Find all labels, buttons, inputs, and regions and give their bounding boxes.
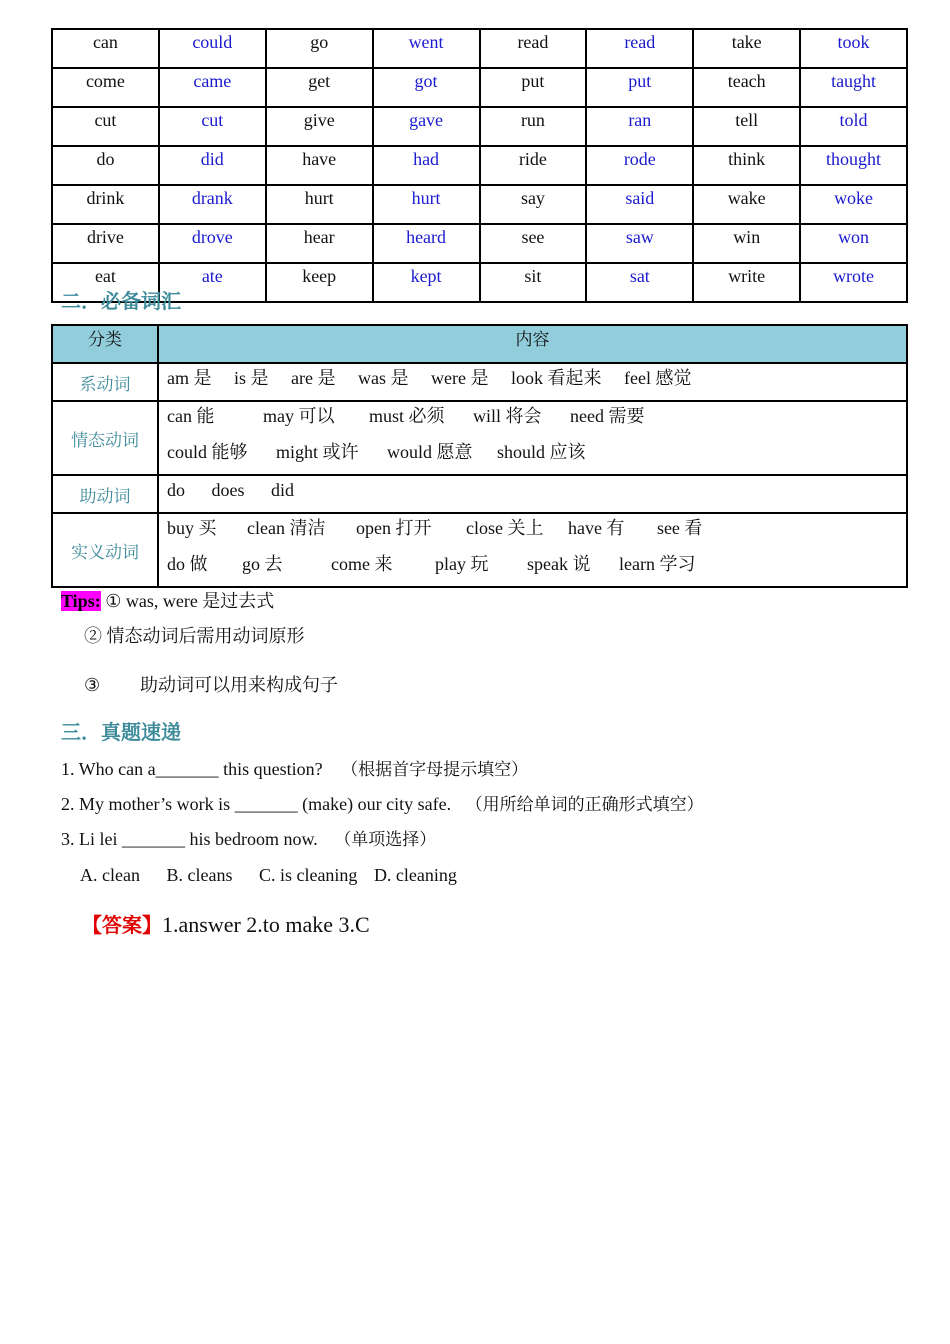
verb-past-form: came: [159, 68, 266, 107]
verb-base-form: read: [480, 29, 587, 68]
tip-3-text: 助动词可以用来构成句子: [140, 675, 338, 695]
verb-base-form: come: [52, 68, 159, 107]
verb-base-form: eat: [52, 263, 159, 302]
verb-row: [52, 146, 907, 185]
verb-base-form: keep: [266, 263, 373, 302]
verb-base-form: write: [693, 263, 800, 302]
option-d: D. cleaning: [373, 865, 457, 885]
verb-base-form: can: [52, 29, 159, 68]
vocab-row-modal: [52, 401, 907, 475]
verb-base-form: say: [480, 185, 587, 224]
option-a: A. clean: [80, 865, 140, 885]
tip-3-marker: ③: [84, 675, 101, 695]
vocab-line: [167, 550, 906, 586]
verb-base-form: go: [266, 29, 373, 68]
vocab-word: was 是: [358, 368, 409, 388]
option-c: C. is cleaning: [258, 865, 358, 885]
verb-base-form: tell: [693, 107, 800, 146]
vocab-word: need 需要: [570, 406, 645, 426]
verb-past-form: cut: [159, 107, 266, 146]
vocab-word: would 愿意: [387, 442, 473, 462]
verb-base-form: win: [693, 224, 800, 263]
verb-past-form: ran: [586, 107, 693, 146]
verb-base-form: sit: [480, 263, 587, 302]
verb-base-form: give: [266, 107, 373, 146]
items-linking-verbs: [158, 363, 907, 401]
items-modal-verbs: [158, 401, 907, 475]
verb-past-form: did: [159, 146, 266, 185]
verb-past-form: gave: [373, 107, 480, 146]
verb-past-form: thought: [800, 146, 907, 185]
vocab-line: [167, 402, 906, 438]
category-linking-verbs: 系动词: [52, 363, 158, 401]
vocab-word: must 必须: [368, 406, 445, 426]
verb-past-form: ate: [159, 263, 266, 302]
verb-base-form: wake: [693, 185, 800, 224]
verb-base-form: get: [266, 68, 373, 107]
verb-row: [52, 29, 907, 68]
verb-past-form: hurt: [373, 185, 480, 224]
category-auxiliary-verbs: 助动词: [52, 475, 158, 513]
vocab-word: does: [211, 480, 245, 500]
vocab-word: were 是: [431, 368, 489, 388]
vocab-word: buy 买: [167, 518, 217, 538]
vocabulary-table: [51, 324, 908, 588]
vocab-word: may 可以: [262, 406, 335, 426]
vocab-line: [167, 476, 906, 512]
vocab-line: [167, 514, 906, 550]
verb-past-form: took: [800, 29, 907, 68]
verb-past-form: heard: [373, 224, 480, 263]
items-auxiliary-verbs: [158, 475, 907, 513]
verb-row: [52, 224, 907, 263]
irregular-verbs-table: [51, 28, 908, 303]
question-text: 1. Who can a_______ this question?: [61, 759, 323, 779]
verb-base-form: drive: [52, 224, 159, 263]
tip-2: ② 情态动词后需用动词原形: [84, 626, 305, 646]
verb-past-form: rode: [586, 146, 693, 185]
verb-past-form: drank: [159, 185, 266, 224]
verb-base-form: ride: [480, 146, 587, 185]
verb-past-form: put: [586, 68, 693, 107]
vocab-row-linking: [52, 363, 907, 401]
verb-base-form: see: [480, 224, 587, 263]
verb-base-form: cut: [52, 107, 159, 146]
tips-label: Tips:: [61, 591, 101, 611]
verb-row: [52, 68, 907, 107]
vocab-word: go 去: [242, 554, 283, 574]
category-modal-verbs: 情态动词: [52, 401, 158, 475]
verb-past-form: kept: [373, 263, 480, 302]
question-3: [61, 826, 436, 853]
vocab-word: clean 清洁: [247, 518, 326, 538]
question-1: [61, 756, 528, 783]
question-2: [61, 791, 704, 818]
verb-base-form: have: [266, 146, 373, 185]
vocab-word: am 是: [167, 368, 212, 388]
vocab-word: play 玩: [434, 554, 489, 574]
verb-base-form: teach: [693, 68, 800, 107]
vocab-row-auxiliary: [52, 475, 907, 513]
vocab-word: feel 感觉: [624, 368, 692, 388]
question-instruction: （单项选择）: [334, 830, 437, 850]
vocab-word: see 看: [656, 518, 703, 538]
vocab-word: have 有: [567, 518, 625, 538]
vocab-word: do 做: [167, 554, 208, 574]
verb-past-form: could: [159, 29, 266, 68]
verb-past-form: saw: [586, 224, 693, 263]
items-lexical-verbs: [158, 513, 907, 587]
question-instruction: （根据首字母提示填空）: [341, 760, 529, 780]
answer-label: 【答案】: [82, 913, 162, 937]
answer-text: 1.answer 2.to make 3.C: [162, 912, 370, 937]
verb-past-form: read: [586, 29, 693, 68]
vocab-word: close 关上: [465, 518, 544, 538]
vocab-line: [167, 364, 906, 400]
question-3-options: [80, 862, 457, 888]
vocab-word: did: [271, 480, 295, 500]
verb-base-form: take: [693, 29, 800, 68]
verb-base-form: put: [480, 68, 587, 107]
verb-past-form: drove: [159, 224, 266, 263]
tip-text: ① was, were 是过去式: [105, 591, 275, 611]
vocab-word: do: [167, 480, 185, 500]
question-text: 2. My mother’s work is _______ (make) our city safe.: [61, 794, 452, 814]
verb-past-form: told: [800, 107, 907, 146]
verb-row: [52, 185, 907, 224]
verb-base-form: hear: [266, 224, 373, 263]
header-content: 内容: [158, 325, 907, 363]
vocab-word: could 能够: [167, 442, 248, 462]
vocab-word: is 是: [234, 368, 269, 388]
verb-past-form: went: [373, 29, 480, 68]
vocab-word: might 或许: [276, 442, 359, 462]
vocab-word: should 应该: [497, 442, 586, 462]
vocab-word: will 将会: [473, 406, 542, 426]
vocab-word: are 是: [291, 368, 336, 388]
tips-line-1: [61, 588, 274, 614]
verb-past-form: had: [373, 146, 480, 185]
question-instruction: （用所给单词的正确形式填空）: [465, 795, 704, 815]
vocabulary-header-row: [52, 325, 907, 363]
vocab-word: learn 学习: [618, 554, 696, 574]
verb-past-form: said: [586, 185, 693, 224]
verb-base-form: run: [480, 107, 587, 146]
category-lexical-verbs: 实义动词: [52, 513, 158, 587]
verb-past-form: woke: [800, 185, 907, 224]
vocab-line: [167, 438, 906, 474]
verb-base-form: think: [693, 146, 800, 185]
option-b: B. cleans: [166, 865, 233, 885]
vocab-word: look 看起来: [510, 368, 602, 388]
question-text: 3. Li lei _______ his bedroom now.: [61, 829, 318, 849]
header-category: 分类: [52, 325, 158, 363]
vocab-word: come 来: [331, 554, 393, 574]
verb-base-form: drink: [52, 185, 159, 224]
verb-past-form: won: [800, 224, 907, 263]
verb-row: [52, 107, 907, 146]
vocab-word: open 打开: [355, 518, 432, 538]
section-3-title: 三．真题速递: [61, 720, 181, 744]
verb-base-form: hurt: [266, 185, 373, 224]
vocab-row-lexical: [52, 513, 907, 587]
verb-past-form: got: [373, 68, 480, 107]
verb-past-form: taught: [800, 68, 907, 107]
vocab-word: can 能: [167, 406, 215, 426]
vocab-word: speak 说: [526, 554, 591, 574]
section-2-title: 二．必备词汇: [61, 289, 181, 313]
verb-past-form: wrote: [800, 263, 907, 302]
verb-past-form: sat: [586, 263, 693, 302]
answer-line: [82, 910, 370, 940]
verb-base-form: do: [52, 146, 159, 185]
